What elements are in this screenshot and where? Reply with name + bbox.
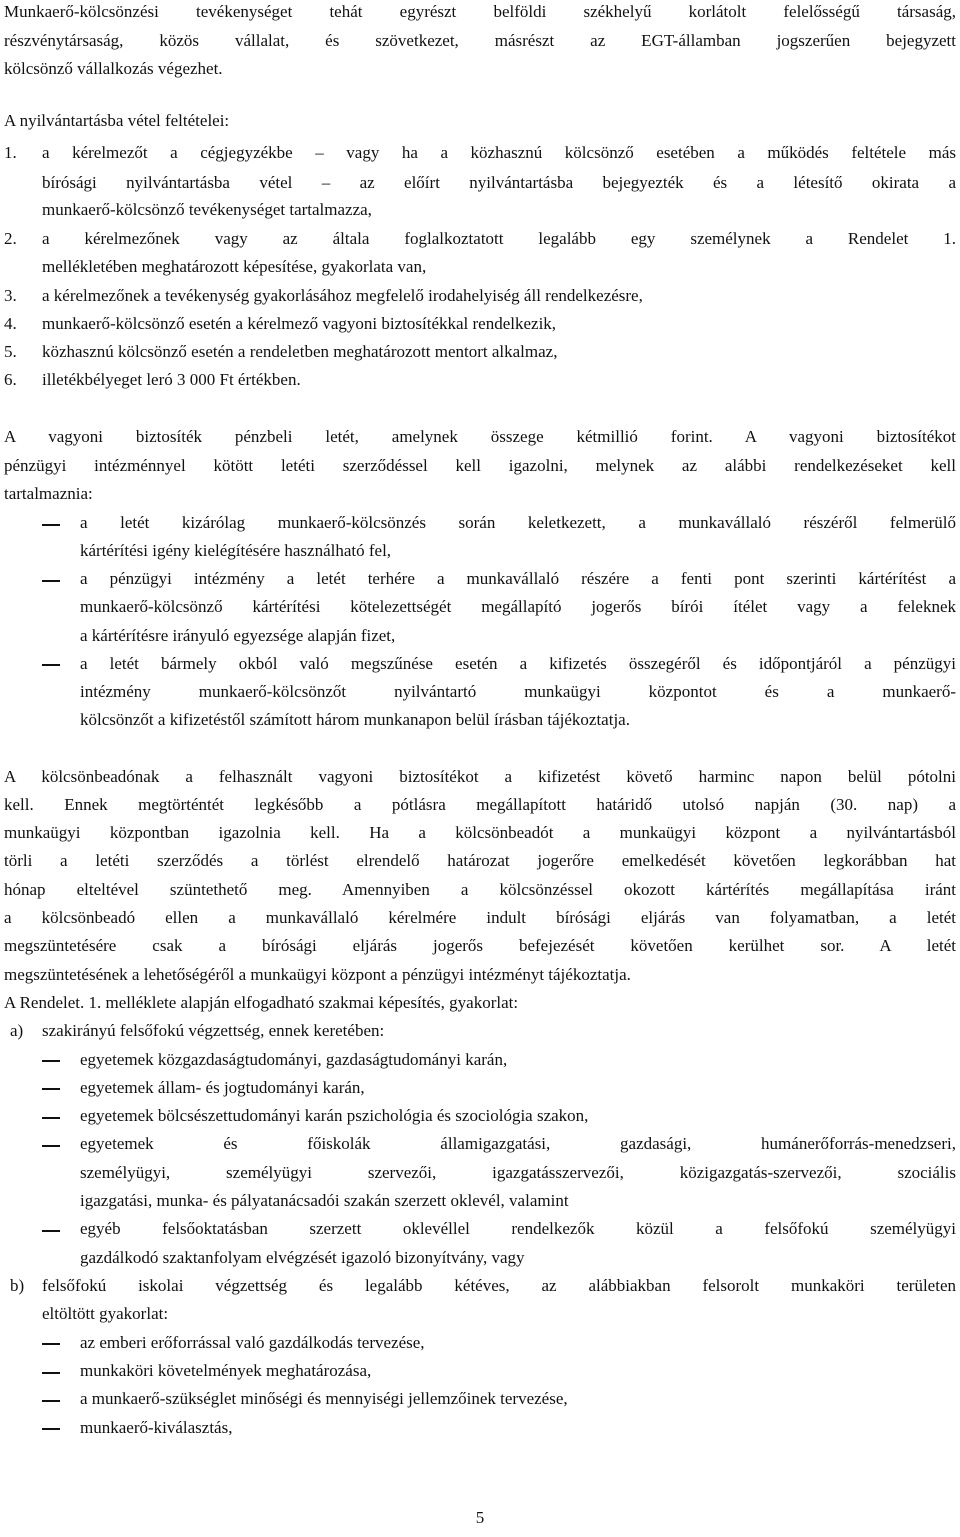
intro-line: Munkaerő-kölcsönzési tevékenységet tehát egyrészt belföldi székhelyű korlátolt felelősségű társaság, <box>4 2 956 21</box>
annex-item-line: egyéb felsőoktatásban szerzett oklevéllel rendelkezők közül a felsőfokú személyügyi <box>80 1219 956 1238</box>
list-number: 6. <box>4 370 17 389</box>
guarantee-line: pénzügyi intézménnyel kötött letéti szerződéssel kell igazolni, melynek az alábbi rendelkezéseket kell <box>4 456 956 475</box>
page-number: 5 <box>475 1508 485 1527</box>
dash-bullet <box>42 1372 60 1374</box>
list-number: 2. <box>4 229 17 248</box>
annex-item-line: a munkaerő-szükséglet minőségi és mennyiségi jellemzőinek tervezése, <box>80 1389 568 1408</box>
guarantee-item-line: intézmény munkaerő-kölcsönzőt nyilvántartó munkaügyi központot és a munkaerő- <box>80 682 956 701</box>
annex-item-line: egyetemek közgazdaságtudományi, gazdaságtudományi karán, <box>80 1050 508 1069</box>
annex-intro: A Rendelet. 1. melléklete alapján elfogadható szakmai képesítés, gyakorlat: <box>4 993 519 1012</box>
dash-bullet <box>42 580 60 582</box>
annex-item-line: munkaerő-kiválasztás, <box>80 1418 233 1437</box>
dash-bullet <box>42 1230 60 1232</box>
dash-bullet <box>42 524 60 526</box>
intro-line: részvénytársaság, közös vállalat, és szövetkezet, másrészt az EGT-államban jogszerűen bejegyzett <box>4 31 956 50</box>
annex-line: szakirányú felsőfokú végzettség, ennek keretében: <box>42 1021 385 1040</box>
annex-label: b) <box>10 1276 25 1295</box>
dash-bullet <box>42 664 60 666</box>
condition-line: munkaerő-kölcsönző esetén a kérelmező vagyoni biztosítékkal rendelkezik, <box>42 314 557 333</box>
list-number: 5. <box>4 342 17 361</box>
annex-item-line: az emberi erőforrással való gazdálkodás tervezése, <box>80 1333 425 1352</box>
condition-line: munkaerő-kölcsönző tevékenységet tartalmazza, <box>42 200 372 219</box>
dash-bullet <box>42 1428 60 1430</box>
dash-bullet <box>42 1060 60 1062</box>
dash-bullet <box>42 1400 60 1402</box>
list-number: 4. <box>4 314 17 333</box>
guarantee-item-line: kártérítési igény kielégítésére használható fel, <box>80 541 392 560</box>
guarantee-item-line: a kártérítésre irányuló egyezsége alapján fizet, <box>80 626 396 645</box>
dash-bullet <box>42 1343 60 1345</box>
list-number: 1. <box>4 143 17 162</box>
restore-line: kell. Ennek megtörténtét legkésőbb a pótlásra megállapított határidő utolsó napján (30. nap) a <box>4 795 956 814</box>
guarantee-item-line: kölcsönzőt a kifizetéstől számított három munkanapon belül írásban tájékoztatja. <box>80 710 630 729</box>
restore-line: A kölcsönbeadónak a felhasznált vagyoni biztosítékot a kifizetést követő harminc napon belül pótolni <box>4 767 956 786</box>
restore-line: hónap elteltével szüntethető meg. Amennyiben a kölcsönzéssel okozott kártérítés megállapítása iránt <box>4 880 956 899</box>
guarantee-item-line: munkaerő-kölcsönző kártérítési kötelezettségét megállapító jogerős bírói ítélet vagy a feleknek <box>80 597 956 616</box>
annex-item-line: munkaköri követelmények meghatározása, <box>80 1361 372 1380</box>
annex-item-line: igazgatási, munka- és pályatanácsadói szakán szerzett oklevél, valamint <box>80 1191 569 1210</box>
annex-label: a) <box>10 1021 24 1040</box>
annex-item-line: egyetemek bölcsészettudományi karán pszichológia és szociológia szakon, <box>80 1106 589 1125</box>
guarantee-line: A vagyoni biztosíték pénzbeli letét, amelynek összege kétmillió forint. A vagyoni biztosítékot <box>4 427 956 446</box>
condition-line: mellékletében meghatározott képesítése, gyakorlata van, <box>42 257 427 276</box>
annex-line: eltöltött gyakorlat: <box>42 1304 169 1323</box>
restore-line: megszüntetésére csak a bírósági eljárás jogerős befejezését követően kerülhet sor. A letét <box>4 936 956 955</box>
condition-line: bírósági nyilvántartásba vétel – az előírt nyilvántartásba bejegyezték és a létesítő okirata a <box>42 173 956 192</box>
annex-line: felsőfokú iskolai végzettség és legalább kétéves, az alábbiakban felsorolt munkaköri területen <box>42 1276 956 1295</box>
restore-line: törli a letéti szerződés a törlést elrendelő határozat jogerőre emelkedését követően legkorábban hat <box>4 851 956 870</box>
restore-line: megszüntetésének a lehetőségéről a munkaügyi központ a pénzügyi intézményt tájékoztatja. <box>4 965 631 984</box>
condition-line: közhasznú kölcsönző esetén a rendeletben meghatározott mentort alkalmaz, <box>42 342 558 361</box>
condition-line: illetékbélyeget leró 3 000 Ft értékben. <box>42 370 301 389</box>
guarantee-item-line: a pénzügyi intézmény a letét terhére a munkavállaló részére a fenti pont szerinti kártérítést a <box>80 569 956 588</box>
guarantee-line: tartalmaznia: <box>4 484 93 503</box>
condition-line: a kérelmezőnek vagy az általa foglalkoztatott legalább egy személynek a Rendelet 1. <box>42 229 956 248</box>
restore-line: munkaügyi központban igazolnia kell. Ha a kölcsönbeadót a munkaügyi központ a nyilvántartásból <box>4 823 956 842</box>
conditions-heading: A nyilvántartásba vétel feltételei: <box>4 111 230 130</box>
guarantee-item-line: a letét kizárólag munkaerő-kölcsönzés során keletkezett, a munkavállaló részéről felmerülő <box>80 513 956 532</box>
restore-line: a kölcsönbeadó ellen a munkavállaló kérelmére indult bírósági eljárás van folyamatban, a letét <box>4 908 956 927</box>
list-number: 3. <box>4 286 17 305</box>
annex-item-line: gazdálkodó szaktanfolyam elvégzését igazoló bizonyítvány, vagy <box>80 1248 525 1267</box>
annex-item-line: egyetemek és főiskolák államigazgatási, gazdasági, humánerőforrás-menedzseri, <box>80 1134 956 1153</box>
condition-line: a kérelmezőt a cégjegyzékbe – vagy ha a közhasznú kölcsönző esetében a működés feltétele más <box>42 143 956 162</box>
guarantee-item-line: a letét bármely okból való megszűnése esetén a kifizetés összegéről és időpontjáról a pénzügyi <box>80 654 956 673</box>
annex-item-line: személyügyi, személyügyi szervezői, igazgatásszervezői, közigazgatás-szervezői, szociális <box>80 1163 956 1182</box>
dash-bullet <box>42 1088 60 1090</box>
condition-line: a kérelmezőnek a tevékenység gyakorlásához megfelelő irodahelyiség áll rendelkezésre, <box>42 286 643 305</box>
dash-bullet <box>42 1117 60 1119</box>
dash-bullet <box>42 1145 60 1147</box>
intro-line: kölcsönző vállalkozás végezhet. <box>4 59 223 78</box>
annex-item-line: egyetemek állam- és jogtudományi karán, <box>80 1078 365 1097</box>
